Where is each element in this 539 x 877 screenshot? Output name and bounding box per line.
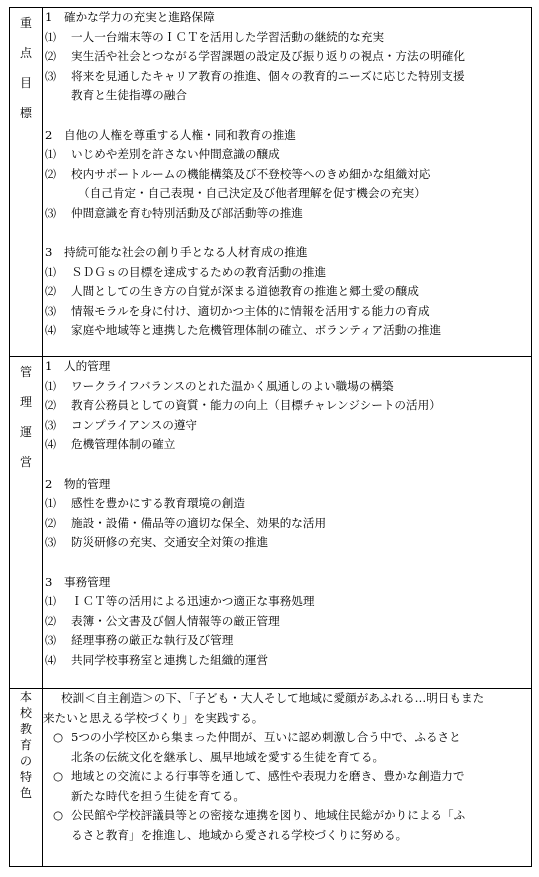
item-text: 危機管理体制の確立 xyxy=(71,437,176,451)
item-number: ⑵ xyxy=(45,516,56,530)
item-number: ⑴ xyxy=(45,595,56,608)
circle-bullet-icon: ○ xyxy=(53,730,64,744)
item-text: 表簿・公文書及び個人情報等の厳正管理 xyxy=(71,613,280,628)
list-item xyxy=(43,377,531,397)
goals-label xyxy=(20,8,32,128)
bullet-text-continued: 新たな時代を担う生徒を育てる。 xyxy=(71,788,245,803)
list-item xyxy=(43,416,531,436)
goals-section-1 xyxy=(43,8,531,106)
item-number: ⑶ xyxy=(45,206,56,220)
bullet-item xyxy=(43,767,531,787)
list-item xyxy=(43,435,531,455)
features-row xyxy=(10,689,532,867)
section-heading: 3 事務管理 xyxy=(45,574,111,589)
item-text: 教育公務員としての資質・能力の向上（目標チャレンジシートの活用） xyxy=(71,398,441,412)
list-item xyxy=(43,651,531,671)
list-item xyxy=(43,494,531,514)
item-text: 人間としての生き方の自覚が深まる道徳教育の推進と郷土愛の醸成 xyxy=(71,284,419,298)
item-text: ワークライフバランスのとれた温かく風通しのよい職場の構築 xyxy=(71,378,394,393)
item-number: ⑶ xyxy=(45,418,56,432)
item-number: ⑷ xyxy=(45,324,56,337)
list-item xyxy=(43,28,531,48)
goals-label-char: 点 xyxy=(19,46,32,60)
goals-label-char: 重 xyxy=(19,16,32,30)
goals-label-char: 目 xyxy=(19,76,32,90)
policy-table xyxy=(9,7,532,867)
list-item xyxy=(43,165,531,185)
list-item xyxy=(43,592,531,612)
item-number: ⑴ xyxy=(45,265,56,279)
list-item xyxy=(43,612,531,632)
features-label-cell xyxy=(10,689,43,867)
item-number: ⑵ xyxy=(45,50,56,63)
goals-label-char: 標 xyxy=(19,106,32,120)
intro-line: 来たいと思える学校づくり」を実践する。 xyxy=(43,710,264,725)
list-item xyxy=(43,514,531,534)
item-number: ⑵ xyxy=(45,399,56,412)
list-item xyxy=(43,282,531,302)
item-text: 実生活や社会とつながる学習課題の設定及び振り返りの視点・方法の明確化 xyxy=(71,49,465,63)
goals-row xyxy=(10,8,532,357)
section-heading: 2 自他の人権を尊重する人権・同和教育の推進 xyxy=(45,127,296,142)
bullet-text-continued: るさと教育」を推進し、地域から愛される学校づくりに努める。 xyxy=(71,827,408,842)
item-text: 仲間意識を育む特別活動及び部活動等の推進 xyxy=(71,205,303,220)
management-label-char: 理 xyxy=(19,395,32,409)
goals-section-2 xyxy=(43,126,531,224)
section-heading: 1 確かな学力の充実と進路保障 xyxy=(45,10,215,24)
circle-bullet-icon: ○ xyxy=(53,769,64,783)
item-text: ＩＣＴ等の活用による迅速かつ適正な事務処理 xyxy=(71,594,315,608)
goals-label-cell xyxy=(10,8,43,357)
management-label-char: 運 xyxy=(19,425,32,439)
item-number: ⑴ xyxy=(45,30,56,44)
bullet-text: 5つの小学校区から集まった仲間が、互いに認め刺激し合う中で、ふるさと xyxy=(71,730,461,744)
management-label-char: 管 xyxy=(19,365,32,379)
item-text: コンプライアンスの遵守 xyxy=(71,417,198,432)
list-item xyxy=(43,631,531,651)
intro-line: 校訓＜自主創造＞の下、「子ども・大人そして地域に愛顔があふれる…明日もまた xyxy=(61,691,485,705)
features-label-char: の xyxy=(19,754,32,768)
item-text-continued: （自己肯定・自己表現・自己決定及び他者理解を促す機会の充実） xyxy=(78,186,426,200)
bullet-item xyxy=(43,806,531,826)
list-item xyxy=(43,47,531,67)
bullet-text-continued: 北条の伝統文化を継承し、風早地域を愛する生徒を育てる。 xyxy=(71,749,385,764)
list-item xyxy=(43,533,531,553)
item-text: 家庭や地域等と連携した危機管理体制の確立、ボランティア活動の推進 xyxy=(71,323,442,337)
item-text: ＳＤＧｓの目標を達成するための教育活動の推進 xyxy=(71,264,327,279)
item-number: ⑵ xyxy=(45,167,56,181)
list-item xyxy=(43,396,531,416)
item-number: ⑴ xyxy=(45,497,56,510)
management-label-cell xyxy=(10,357,43,689)
goals-content xyxy=(43,8,532,357)
features-label-char: 育 xyxy=(19,738,32,752)
bullet-item xyxy=(43,728,531,748)
bullet-text: 地域との交流による行事等を通して、感性や表現力を磨き、豊かな創造力で xyxy=(71,769,465,783)
item-text: 経理事務の厳正な執行及び管理 xyxy=(71,633,234,647)
features-label xyxy=(20,689,32,801)
features-label-char: 本 xyxy=(19,690,32,704)
goals-section-3 xyxy=(43,243,531,341)
item-text: いじめや差別を許さない仲間意識の醸成 xyxy=(71,147,280,161)
item-text: 防災研修の充実、交通安全対策の推進 xyxy=(71,535,269,549)
item-number: ⑶ xyxy=(45,536,56,549)
item-number: ⑶ xyxy=(45,634,56,647)
item-number: ⑷ xyxy=(45,653,56,667)
item-text-continued: 教育と生徒指導の融合 xyxy=(71,88,187,102)
item-text: 一人一台端末等のＩＣＴを活用した学習活動の継続的な充実 xyxy=(71,29,385,44)
item-text: 将来を見通したキャリア教育の推進、個々の教育的ニーズに応じた特別支援 xyxy=(71,68,465,83)
list-item xyxy=(43,67,531,87)
features-label-char: 教 xyxy=(19,722,32,736)
list-item xyxy=(43,204,531,224)
item-number: ⑶ xyxy=(45,69,56,83)
features-content xyxy=(43,689,532,867)
item-text: 校内サポートルームの機能構築及び不登校等へのきめ細かな組織対応 xyxy=(71,166,431,181)
section-heading: 3 持続可能な社会の創り手となる人材育成の推進 xyxy=(45,245,308,259)
item-text: 施設・設備・備品等の適切な保全、効果的な活用 xyxy=(71,515,327,530)
item-text: 感性を豊かにする教育環境の創造 xyxy=(71,496,245,510)
item-text: 情報モラルを身に付け、適切かつ主体的に情報を活用する能力の育成 xyxy=(71,303,430,318)
item-text: 共同学校事務室と連携した組織的運営 xyxy=(71,652,269,667)
management-label xyxy=(20,357,32,477)
features-label-char: 色 xyxy=(19,786,32,800)
item-number: ⑷ xyxy=(45,438,56,451)
list-item xyxy=(43,302,531,322)
bullet-text: 公民館や学校評議員等との密接な連携を図り、地域住民総がかりによる「ふ xyxy=(71,808,466,822)
circle-bullet-icon: ○ xyxy=(53,808,64,822)
management-content xyxy=(43,357,532,689)
features-label-char: 校 xyxy=(19,706,32,720)
features-label-char: 特 xyxy=(19,770,32,784)
item-number: ⑶ xyxy=(45,304,56,318)
management-section-2 xyxy=(43,475,531,553)
list-item xyxy=(43,263,531,283)
section-heading: 1 人的管理 xyxy=(45,359,111,373)
management-row xyxy=(10,357,532,689)
management-label-char: 営 xyxy=(19,455,32,469)
management-section-1 xyxy=(43,357,531,455)
section-heading: 2 物的管理 xyxy=(45,476,111,491)
item-number: ⑵ xyxy=(45,614,56,628)
management-section-3 xyxy=(43,573,531,671)
list-item xyxy=(43,321,531,341)
item-number: ⑴ xyxy=(45,379,56,393)
item-number: ⑵ xyxy=(45,285,56,298)
list-item xyxy=(43,145,531,165)
item-number: ⑴ xyxy=(45,148,56,161)
